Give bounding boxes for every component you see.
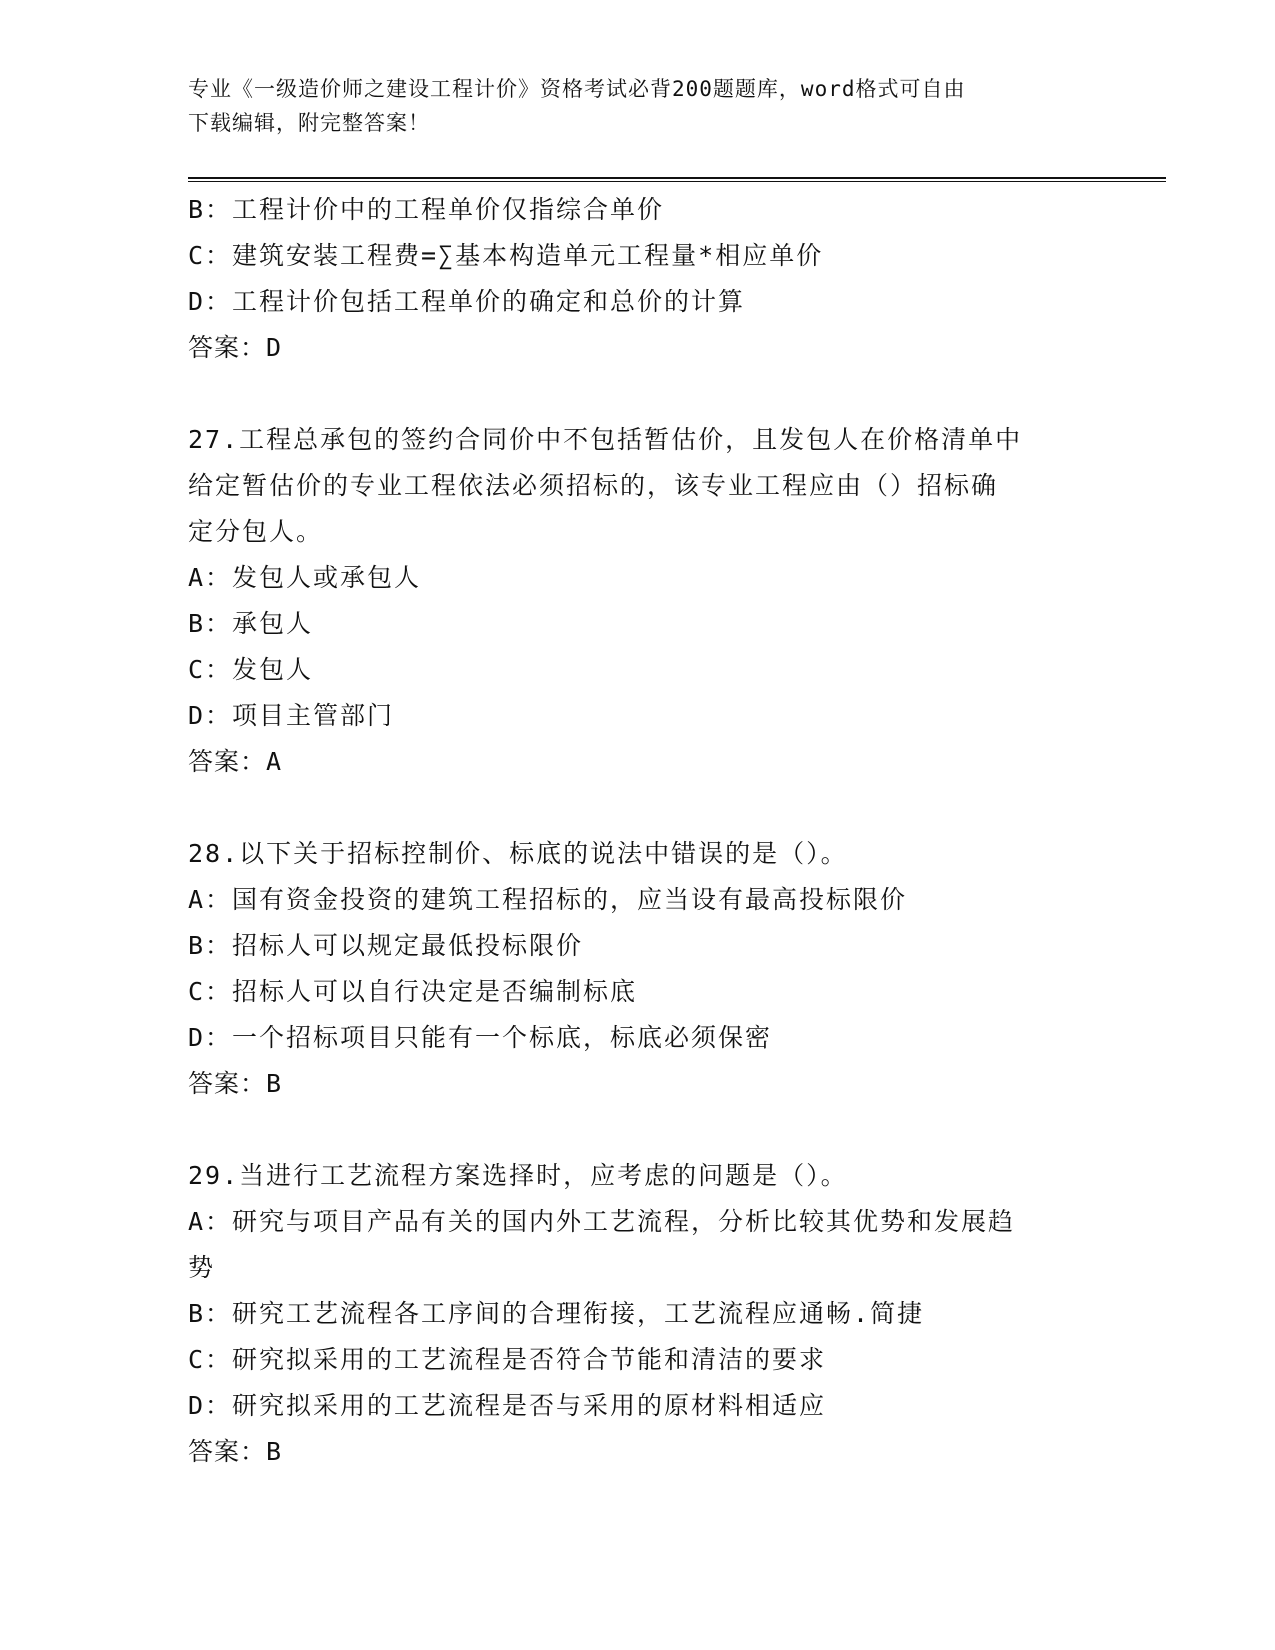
option-d: D：研究拟采用的工艺流程是否与采用的原材料相适应: [188, 1391, 827, 1420]
answer: 答案：A: [188, 747, 283, 776]
option-d: D：工程计价包括工程单价的确定和总价的计算: [188, 287, 746, 316]
question-27: [188, 417, 1088, 785]
question-list: [188, 187, 1088, 1475]
option-d: D：项目主管部门: [188, 701, 395, 730]
spacer: [188, 371, 1088, 417]
option-d: D：一个招标项目只能有一个标底，标底必须保密: [188, 1023, 773, 1052]
spacer: [188, 785, 1088, 831]
answer: 答案：B: [188, 1437, 283, 1466]
option-b: B：招标人可以规定最低投标限价: [188, 931, 584, 960]
question-stem-line-2: 给定暂估价的专业工程依法必须招标的，该专业工程应由（）招标确: [188, 471, 999, 500]
header-title-line-1: 专业《一级造价师之建设工程计价》资格考试必背200题题库，word格式可自由: [188, 77, 966, 101]
option-a-line-1: A：研究与项目产品有关的国内外工艺流程，分析比较其优势和发展趋: [188, 1207, 1016, 1236]
header-divider: [188, 177, 1166, 182]
option-b: B：承包人: [188, 609, 314, 638]
option-a: A：国有资金投资的建筑工程招标的，应当设有最高投标限价: [188, 885, 908, 914]
question-29: [188, 1153, 1088, 1475]
header-title-line-2: 下载编辑，附完整答案！: [188, 111, 430, 135]
question-stem: 29.当进行工艺流程方案选择时，应考虑的问题是（）。: [188, 1161, 848, 1190]
answer: 答案：D: [188, 333, 283, 362]
option-b: B：工程计价中的工程单价仅指综合单价: [188, 195, 665, 224]
option-c: C：研究拟采用的工艺流程是否符合节能和清洁的要求: [188, 1345, 827, 1374]
option-c: C：建筑安装工程费=∑基本构造单元工程量*相应单价: [188, 241, 824, 270]
option-b: B：研究工艺流程各工序间的合理衔接，工艺流程应通畅.简捷: [188, 1299, 925, 1328]
document-header: [188, 72, 1088, 140]
question-28: [188, 831, 1088, 1107]
question-26: [188, 187, 1088, 371]
option-c: C：发包人: [188, 655, 314, 684]
option-c: C：招标人可以自行决定是否编制标底: [188, 977, 638, 1006]
answer: 答案：B: [188, 1069, 283, 1098]
spacer: [188, 1107, 1088, 1153]
option-a-line-2: 势: [188, 1253, 216, 1282]
question-stem-line-1: 27.工程总承包的签约合同价中不包括暂估价，且发包人在价格清单中: [188, 425, 1023, 454]
question-stem: 28.以下关于招标控制价、标底的说法中错误的是（）。: [188, 839, 848, 868]
question-stem-line-3: 定分包人。: [188, 517, 324, 546]
option-a: A：发包人或承包人: [188, 563, 422, 592]
